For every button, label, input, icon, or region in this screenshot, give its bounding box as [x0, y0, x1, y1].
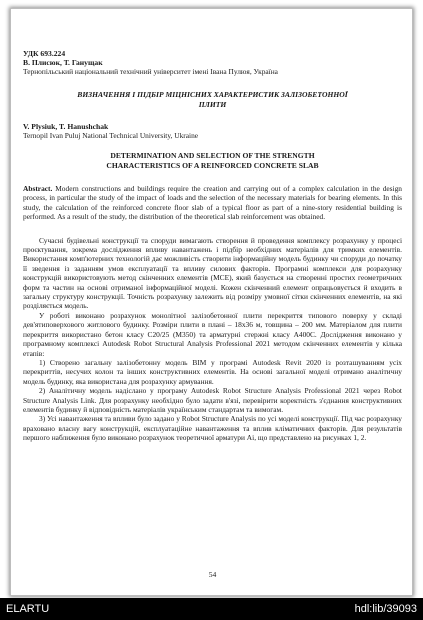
step-2: 2) Аналітичну модель надіслано у програму Autodesk Robot Structure Analysis Professional 2021 через Robot Structure Analysis Link. Для розрахунку необхідно було задати в'язі, перевірити коректність з'єднання конструктивних елементів будинку й відповідність матеріалів українським стандартам та вимогам.: [23, 386, 402, 414]
abstract-text: Modern constructions and buildings require the creation and carrying out of a complex calculation in the design process, in particular the study of the impact of loads and the selection of the necessary materials for bearing elements. In this study, the calculation of the reinforced concrete floor slab of a typical floor as part of a nine-story residential building is performed. As a result of the study, the distribution of the theoretical slab reinforcement was obtained.: [23, 184, 402, 222]
step-3: 3) Усі навантаження та впливи було задано у Robot Structure Analysis по усі моделі конструкції. Під час розрахунку враховано власну вагу конструкцій, експлуатаційне навантаження та вплив кліматичних факторів. Для результатів першого наближення було виконано розрахунок теоретичної арматури Ai, що представлено на рисунках 1, 2.: [23, 414, 402, 443]
abstract: [23, 184, 402, 222]
authors-ua: В. Плисюк, Т. Ганущак: [23, 58, 103, 67]
page-number: 54: [208, 570, 217, 579]
paragraph-2: У роботі виконано розрахунок монолітної залізобетонної плити перекриття типового поверху у складі дев'ятиповерхового житлового будинку. Розміри плити в плані – 18х36 м, товщина – 200 мм. Матеріалом для плити перекриття використано бетон класу С20/25 (М350) та арматурні стержні класу А400С. Дослідження виконано у програмному комплексі Autodesk Robot Structural Analysis Professional 2021 методом скінченних елементів у кілька етапів:: [23, 310, 402, 358]
affiliation-en: Ternopil Ivan Puluj National Technical University, Ukraine: [23, 131, 199, 140]
udk-code: УДК 693.224: [23, 49, 66, 58]
authors-en: V. Plysiuk, T. Hanushchak: [23, 122, 109, 131]
paragraph-1: Сучасні будівельні конструкції та споруди вимагають створення й проведення комплексу розрахунку у процесі проєктування, зокрема дослідження впливу навантажень і підбір необхідних матеріалів для тримких елементів. Використання комп'ютерних технологій дає можливість створити інформаційну модель будинку чи споруди до початку її зведення із заданням умов експлуатації та впливу силових факторів. Програмні комплекси для розрахунку конструкцій використовують метод скінченних елементів (МСЕ), який базується на створенні простих геометричних форм та частин на основі отриманої інформаційної моделі. Кожен скінченний елемент опрацьовується й входить в загальну структуру конструкції. Точність розрахунку залежить від розміру умовної сітки скінченних елементів, на які розділяється модель.: [23, 235, 402, 311]
repository-footer-bar: [0, 598, 423, 620]
page-content: [23, 49, 402, 443]
title-en: DETERMINATION AND SELECTION OF THE STRENGTH CHARACTERISTICS OF A REINFORCED CONCRETE SLAB: [106, 151, 319, 170]
handle-identifier[interactable]: hdl:lib/39093: [354, 603, 417, 615]
step-1: 1) Створено загальну залізобетонну модель BIM у програмі Autodesk Revit 2020 із розташуванням усіх перекриттів, несучих колон та інших конструктивних елементів. На основі загальної моделі отримано аналітичну модель будинку, яка використана для розрахунку армування.: [23, 357, 402, 386]
document-page: [10, 8, 413, 596]
footer-left-label: ELARTU: [6, 603, 50, 615]
affiliation-ua: Тернопільський національний технічний університет імені Івана Пулюя, Україна: [23, 67, 278, 76]
abstract-label: Abstract.: [23, 184, 53, 193]
title-ua: ВИЗНАЧЕННЯ І ПІДБІР МІЦНІСНИХ ХАРАКТЕРИСТИК ЗАЛІЗОБЕТОННОЇ ПЛИТИ: [77, 90, 348, 109]
